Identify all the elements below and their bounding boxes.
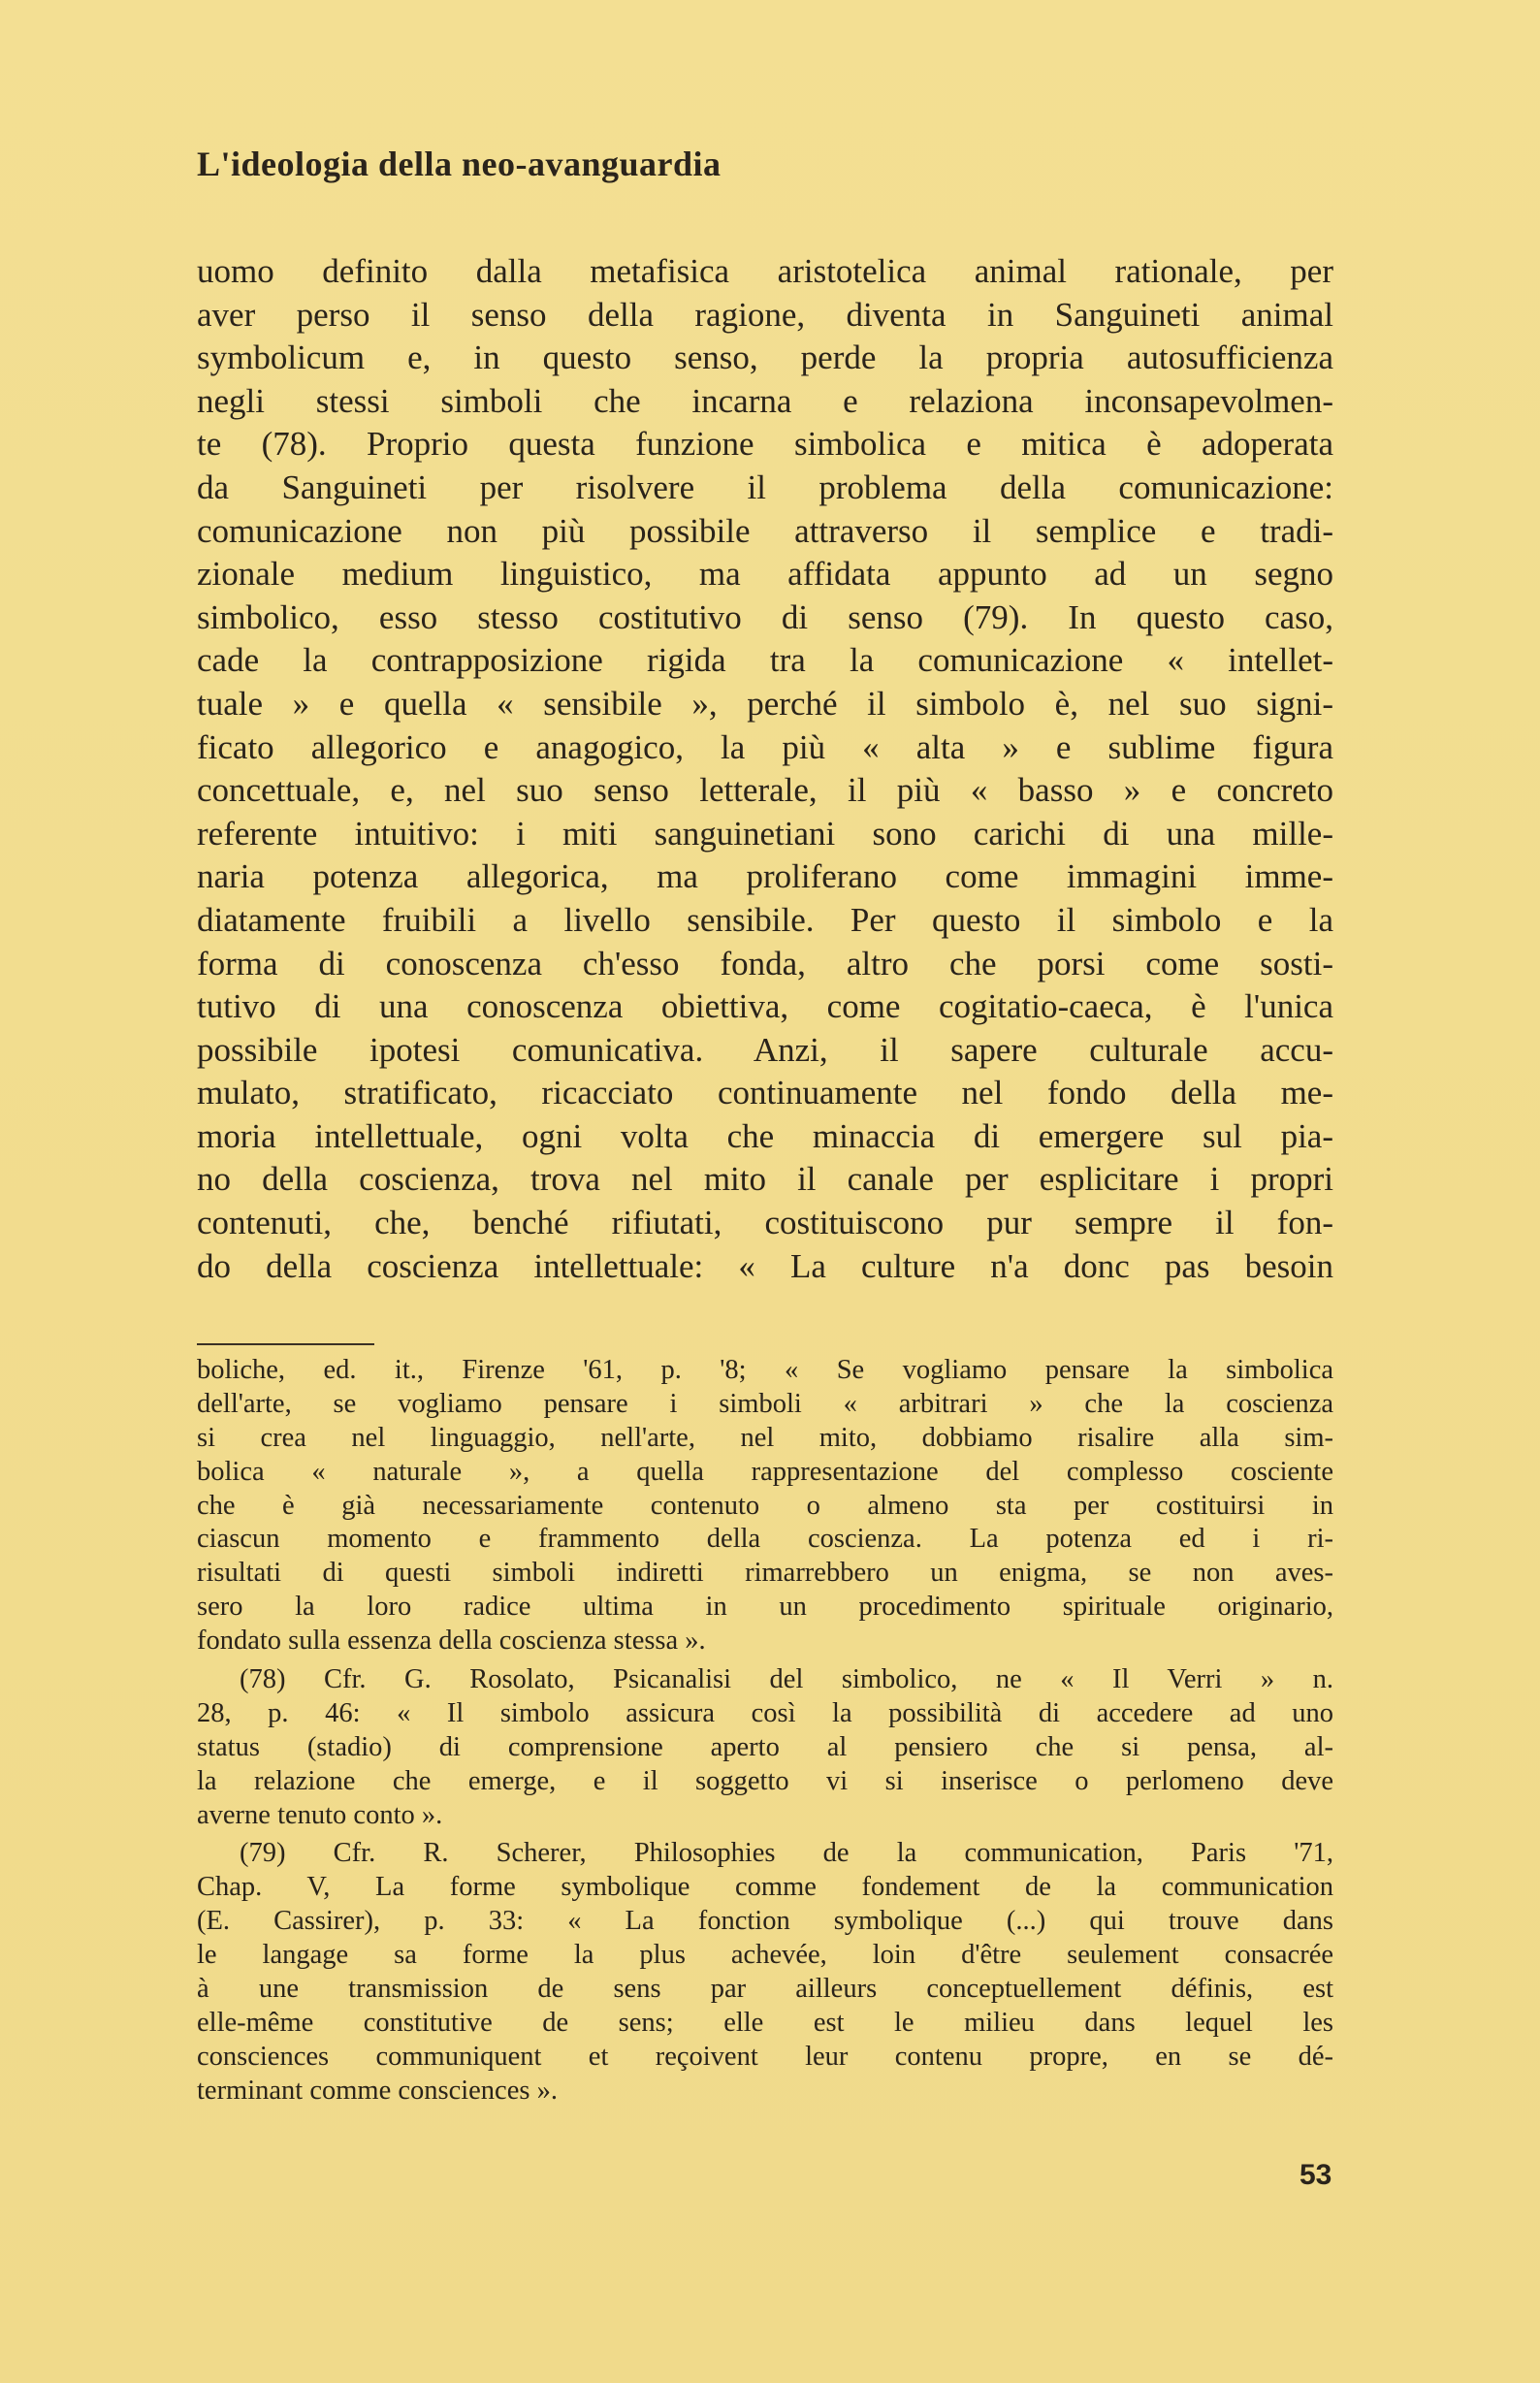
text-line: aver perso il senso della ragione, diventa in Sanguineti animal	[197, 295, 1333, 334]
text-line: da Sanguineti per risolvere il problema della comunicazione:	[197, 467, 1333, 506]
footnote-79-line: elle-même constitutive de sens; elle est le milieu dans lequel les	[197, 2007, 1333, 2038]
footnote-line: fondato sulla essenza della coscienza stessa ».	[197, 1626, 706, 1657]
footnote-79-line: (E. Cassirer), p. 33: « La fonction symbolique (...) qui trouve dans	[197, 1906, 1333, 1937]
footnote-line: ciascun momento e frammento della coscienza. La potenza ed i ri-	[197, 1524, 1333, 1555]
text-line: symbolicum e, in questo senso, perde la propria autosufficienza	[197, 338, 1333, 377]
footnote-79-line: (79) Cfr. R. Scherer, Philosophies de la communication, Paris '71,	[240, 1838, 1333, 1869]
text-line: diatamente fruibili a livello sensibile. Per questo il simbolo e la	[197, 900, 1333, 939]
text-line: contenuti, che, benché rifiutati, costituiscono pur sempre il fon-	[197, 1204, 1333, 1242]
footnote-line: che è già necessariamente contenuto o almeno sta per costituirsi in	[197, 1490, 1333, 1521]
text-line: concettuale, e, nel suo senso letterale, il più « basso » e concreto	[197, 771, 1333, 810]
footnote-78-line: 28, p. 46: « Il simbolo assicura così la possibilità di accedere ad uno	[197, 1697, 1333, 1728]
running-title: L'ideologia della neo-avanguardia	[197, 145, 722, 183]
text-line: simbolico, esso stesso costitutivo di senso (79). In questo caso,	[197, 597, 1333, 636]
footnote-line: risultati di questi simboli indiretti rimarrebbero un enigma, se non aves-	[197, 1558, 1333, 1589]
footnote-78-line: la relazione che emerge, e il soggetto vi si inserisce o perlomeno deve	[197, 1765, 1333, 1796]
footnote-79-line: le langage sa forme la plus achevée, loin d'être seulement consacrée	[197, 1940, 1333, 1971]
text-line: zionale medium linguistico, ma affidata appunto ad un segno	[197, 555, 1333, 594]
footnote-79-line: à une transmission de sens par ailleurs conceptuellement définis, est	[197, 1974, 1333, 2005]
text-line: te (78). Proprio questa funzione simbolica e mitica è adoperata	[197, 425, 1333, 464]
text-line: possibile ipotesi comunicativa. Anzi, il sapere culturale accu-	[197, 1030, 1333, 1069]
text-line: mulato, stratificato, ricacciato continuamente nel fondo della me-	[197, 1074, 1333, 1112]
footnote-line: dell'arte, se vogliamo pensare i simboli « arbitrari » che la coscienza	[197, 1388, 1333, 1419]
text-line: tutivo di una conoscenza obiettiva, come cogitatio-caeca, è l'unica	[197, 987, 1333, 1026]
text-line: naria potenza allegorica, ma proliferano come immagini imme-	[197, 857, 1333, 896]
footnote-rule	[197, 1343, 374, 1345]
text-line: ficato allegorico e anagogico, la più « alta » e sublime figura	[197, 727, 1333, 766]
text-line: forma di conoscenza ch'esso fonda, altro che porsi come sosti-	[197, 944, 1333, 982]
text-line: uomo definito dalla metafisica aristotelica animal rationale, per	[197, 252, 1333, 290]
text-line: cade la contrapposizione rigida tra la comunicazione « intellet-	[197, 641, 1333, 680]
footnotes	[197, 1354, 1333, 2109]
text-line: referente intuitivo: i miti sanguinetiani sono carichi di una mille-	[197, 814, 1333, 853]
text-line: negli stessi simboli che incarna e relaziona inconsapevolmen-	[197, 381, 1333, 420]
text-line: do della coscienza intellettuale: « La culture n'a donc pas besoin	[197, 1246, 1333, 1285]
text-line: no della coscienza, trova nel mito il canale per esplicitare i propri	[197, 1160, 1333, 1199]
footnote-line: si crea nel linguaggio, nell'arte, nel mito, dobbiamo risalire alla sim-	[197, 1422, 1333, 1453]
footnote-78-line: status (stadio) di comprensione aperto al pensiero che si pensa, al-	[197, 1731, 1333, 1762]
footnote-78-line: averne tenuto conto ».	[197, 1799, 443, 1830]
main-text	[197, 250, 1333, 1288]
text-line: moria intellettuale, ogni volta che minaccia di emergere sul pia-	[197, 1116, 1333, 1155]
footnote-78-line: (78) Cfr. G. Rosolato, Psicanalisi del simbolico, ne « Il Verri » n.	[240, 1664, 1333, 1695]
footnote-line: sero la loro radice ultima in un procedimento spirituale originario,	[197, 1592, 1333, 1623]
footnote-79-line: consciences communiquent et reçoivent leur contenu propre, en se dé-	[197, 2041, 1333, 2072]
text-line: tuale » e quella « sensibile », perché il simbolo è, nel suo signi-	[197, 684, 1333, 723]
text-line: comunicazione non più possibile attraverso il semplice e tradi-	[197, 511, 1333, 550]
footnote-line: bolica « naturale », a quella rappresentazione del complesso cosciente	[197, 1456, 1333, 1487]
footnote-line: boliche, ed. it., Firenze '61, p. '8; « Se vogliamo pensare la simbolica	[197, 1355, 1333, 1385]
page-number: 53	[1299, 2159, 1332, 2191]
footnote-79-line: terminant comme consciences ».	[197, 2075, 558, 2106]
footnote-79-line: Chap. V, La forme symbolique comme fondement de la communication	[197, 1872, 1333, 1903]
